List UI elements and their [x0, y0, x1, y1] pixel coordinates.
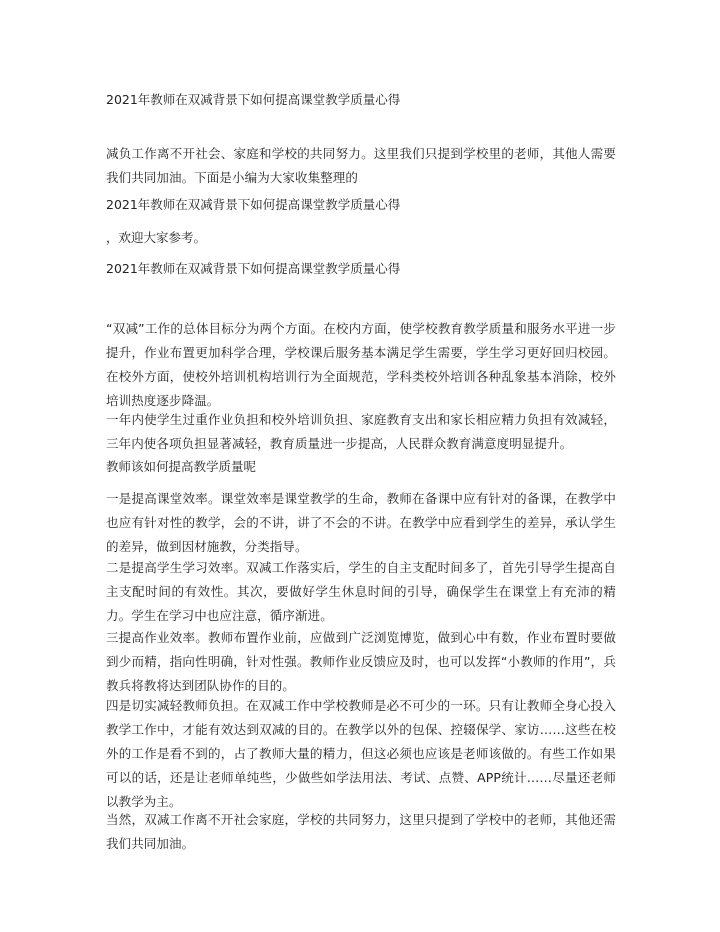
intro-paragraph: 减负工作离不开社会、家庭和学校的共同努力。这里我们只提到学校里的老师，其他人需要我们共同加油。下面是小编为大家收集整理的	[106, 146, 616, 185]
body-paragraph: 当然，双减工作离不开社会家庭，学校的共同努力，这里只提到了学校中的老师，其他还需我们共同加油。	[106, 812, 616, 851]
document-title-repeat: 2021年教师在双减背景下如何提高课堂教学质量心得	[106, 261, 401, 276]
document-title-repeat: 2021年教师在双减背景下如何提高课堂教学质量心得	[106, 197, 401, 212]
body-paragraph: 一是提高课堂效率。课堂效率是课堂教学的生命，教师在备课中应有针对的备课，在教学中也应有针对性的教学，会的不讲，讲了不会的不讲。在教学中应看到学生的差异，承认学生的差异，做到因材施教，分类指导。	[106, 491, 616, 554]
body-paragraph: 一年内使学生过重作业负担和校外培训负担、家庭教育支出和家长相应精力负担有效减轻，三年内使各项负担显著减轻，教育质量进一步提高，人民群众教育满意度明显提升。	[106, 412, 616, 451]
body-paragraph: “双减”工作的总体目标分为两个方面。在校内方面，使学校教育教学质量和服务水平进一步提升，作业布置更加科学合理，学校课后服务基本满足学生需要，学生学习更好回归校园。在校外方面，使校外培训机构培训行为全面规范，学科类校外培训各种乱象基本消除，校外培训热度逐步降温。	[106, 321, 616, 408]
body-paragraph: 四是切实减轻教师负担。在双减工作中学校教师是必不可少的一环。只有让教师全身心投入教学工作中，才能有效达到双减的目的。在教学以外的包保、控辍保学、家访……这些在校外的工作是看不到的，占了教师大量的精力，但这必须也应该是老师该做的。有些工作如果可以的话，还是让老师单纯些，少做些如学法用法、考试、点赞、APP统计……尽量还老师以教学为主。	[106, 698, 616, 809]
body-paragraph: 二是提高学生学习效率。双减工作落实后，学生的自主支配时间多了，首先引导学生提高自主支配时间的有效性。其次，要做好学生休息时间的引导，确保学生在课堂上有充沛的精力。学生在学习中也应注意，循序渐进。	[106, 560, 616, 623]
welcome-text: ，欢迎大家参考。	[106, 230, 207, 245]
document-title: 2021年教师在双减背景下如何提高课堂教学质量心得	[106, 92, 401, 107]
section-heading: 教师该如何提高教学质量呢	[106, 459, 257, 474]
body-paragraph: 三提高作业效率。教师布置作业前，应做到广泛浏览博览，做到心中有数，作业布置时要做到少而精，指向性明确，针对性强。教师作业反馈应及时，也可以发挥“小教师的作用”，兵教兵将教将达到团队协作的目的。	[106, 630, 616, 693]
